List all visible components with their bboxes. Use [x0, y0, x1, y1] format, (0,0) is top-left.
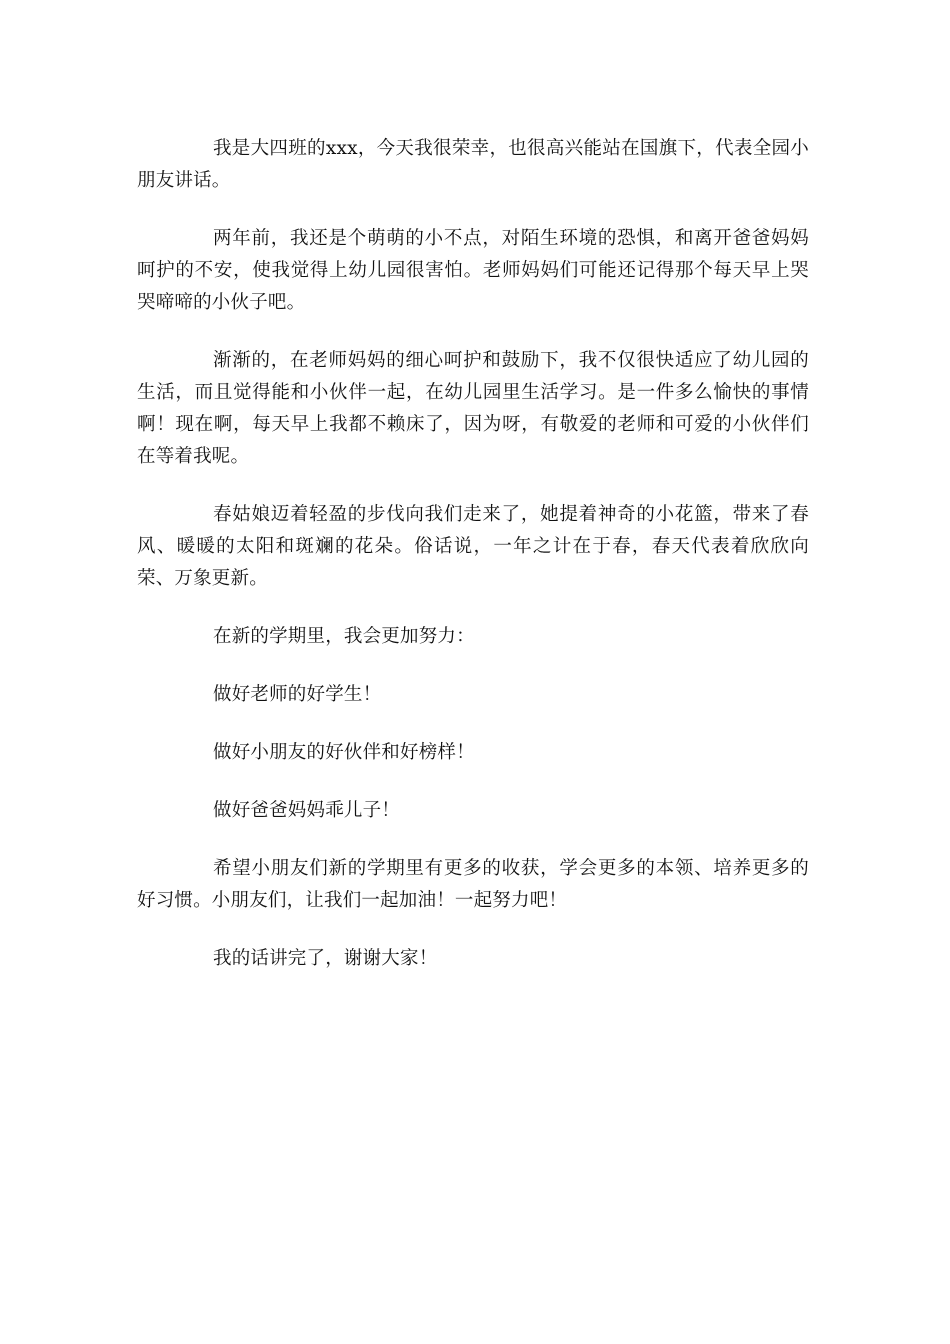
paragraph-closing: 我的话讲完了，谢谢大家！ — [213, 948, 438, 969]
paragraph-hope: 希望小朋友们新的学期里有更多的收获，学会更多的本领、培养更多的好习惯。小朋友们，让我们一起加油！一起努力吧！ — [137, 858, 809, 911]
paragraph-gradually: 渐渐的，在老师妈妈的细心呵护和鼓励下，我不仅很快适应了幼儿园的生活，而且觉得能和小伙伴一起，在幼儿园里生活学习。是一件多么愉快的事情啊！现在啊，每天早上我都不赖床了，因为呀，有敬爱的老师和可爱的小伙伴们在等着我呢。 — [137, 350, 809, 467]
paragraph-two-years-ago: 两年前，我还是个萌萌的小不点，对陌生环境的恐惧，和离开爸爸妈妈呵护的不安，使我觉得上幼儿园很害怕。老师妈妈们可能还记得那个每天早上哭哭啼啼的小伙子吧。 — [137, 228, 809, 313]
paragraph-spring: 春姑娘迈着轻盈的步伐向我们走来了，她提着神奇的小花篮，带来了春风、暖暖的太阳和斑斓的花朵。俗话说，一年之计在于春，春天代表着欣欣向荣、万象更新。 — [137, 504, 809, 589]
paragraph-good-student: 做好老师的好学生！ — [213, 684, 382, 705]
speech-body — [137, 133, 809, 1001]
paragraph-good-son: 做好爸爸妈妈乖儿子！ — [213, 800, 401, 821]
paragraph-intro: 我是大四班的xxx，今天我很荣幸，也很高兴能站在国旗下，代表全园小朋友讲话。 — [137, 138, 809, 191]
paragraph-new-term: 在新的学期里，我会更加努力： — [213, 626, 475, 647]
paragraph-good-partner: 做好小朋友的好伙伴和好榜样！ — [213, 742, 475, 763]
